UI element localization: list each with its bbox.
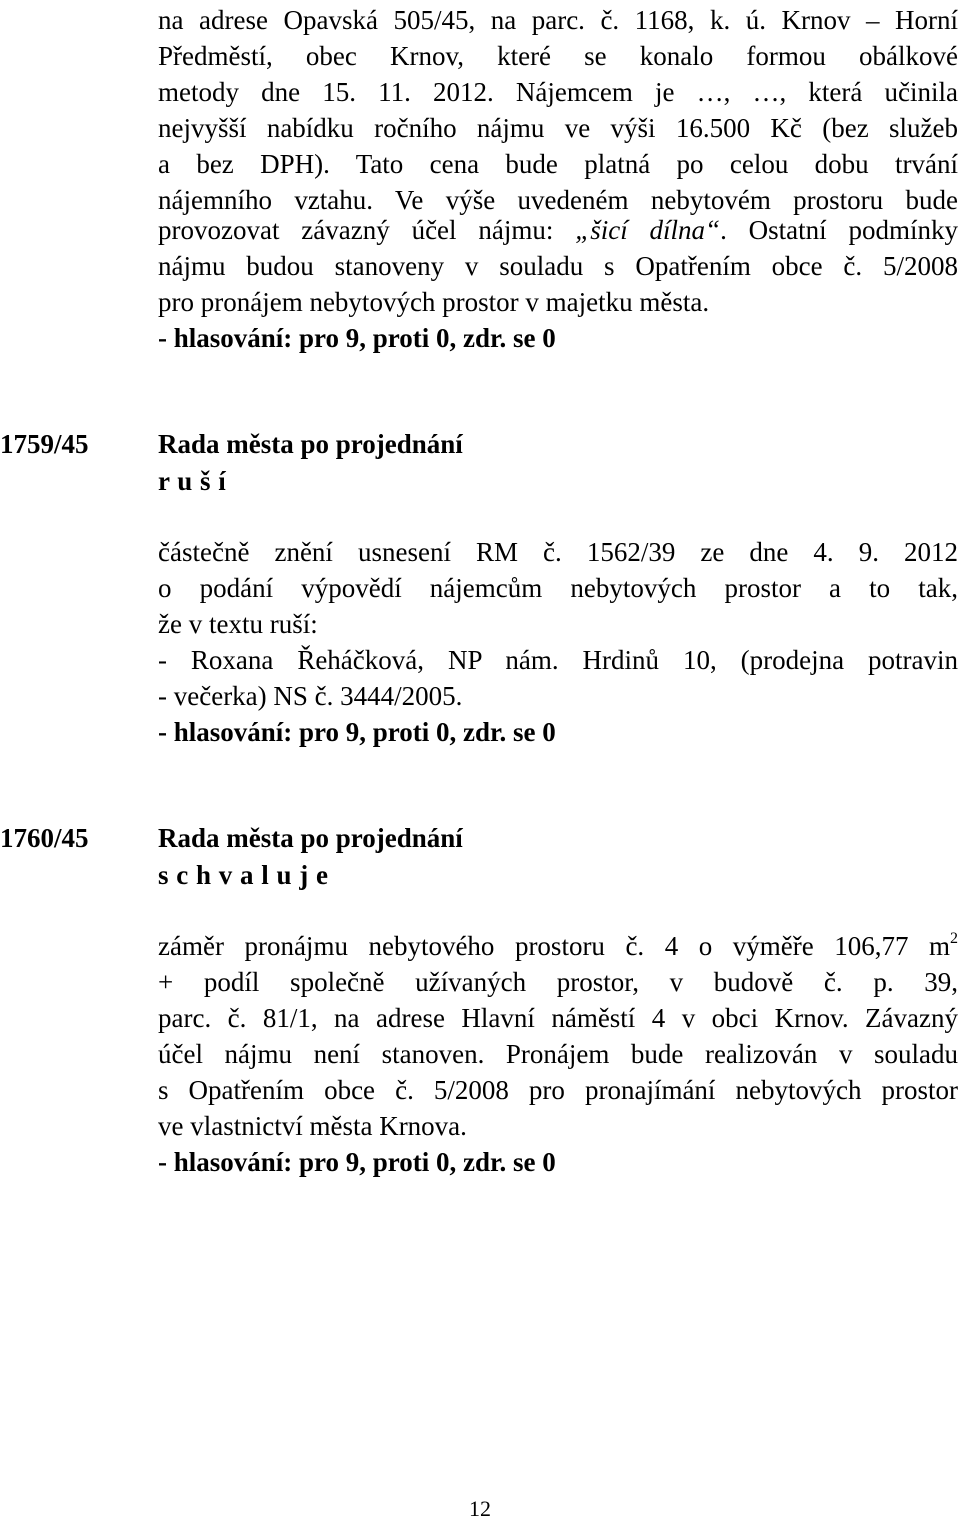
paragraph-line: nájemního vztahu. Ve výše uvedeném nebytovém prostoru bude bbox=[158, 185, 958, 215]
resolution-heading: Rada města po projednání bbox=[158, 429, 463, 459]
paragraph-line: na adrese Opavská 505/45, na parc. č. 1168, k. ú. Krnov – Horní bbox=[158, 5, 958, 35]
vote-line: - hlasování: pro 9, proti 0, zdr. se 0 bbox=[158, 323, 556, 353]
paragraph-line: ve vlastnictví města Krnova. bbox=[158, 1111, 467, 1141]
vote-line: - hlasování: pro 9, proti 0, zdr. se 0 bbox=[158, 1147, 556, 1177]
italic-purpose: „šicí dílna“ bbox=[575, 215, 721, 245]
paragraph-line: pro pronájem nebytových prostor v majetku města. bbox=[158, 287, 710, 317]
resolution-heading: Rada města po projednání bbox=[158, 823, 463, 853]
paragraph-line: + podíl společně užívaných prostor, v budově č. p. 39, bbox=[158, 967, 958, 997]
paragraph-line: s Opatřením obce č. 5/2008 pro pronajímání nebytových prostor bbox=[158, 1075, 958, 1105]
paragraph-line: Předměstí, obec Krnov, které se konalo formou obálkové bbox=[158, 41, 958, 71]
paragraph-line bbox=[158, 212, 958, 248]
paragraph-line: nájmu budou stanoveny v souladu s Opatřením obce č. 5/2008 bbox=[158, 251, 958, 281]
paragraph-line: částečně znění usnesení RM č. 1562/39 ze dne 4. 9. 2012 bbox=[158, 537, 958, 567]
paragraph-line: že v textu ruší: bbox=[158, 609, 318, 639]
paragraph-line: - večerka) NS č. 3444/2005. bbox=[158, 681, 463, 711]
page-number: 12 bbox=[469, 1496, 491, 1521]
resolution-verb: r u š í bbox=[158, 466, 227, 496]
superscript: 2 bbox=[950, 930, 958, 947]
text-segment: . Ostatní podmínky bbox=[720, 215, 958, 245]
paragraph-line: o podání výpovědí nájemcům nebytových prostor a to tak, bbox=[158, 573, 958, 603]
resolution-number: 1760/45 bbox=[0, 823, 89, 853]
paragraph-line: parc. č. 81/1, na adrese Hlavní náměstí 4 v obci Krnov. Závazný bbox=[158, 1003, 958, 1033]
paragraph-line: metody dne 15. 11. 2012. Nájemcem je …, …, která učinila bbox=[158, 77, 958, 107]
paragraph-line: nejvyšší nabídku ročního nájmu ve výši 16.500 Kč (bez služeb bbox=[158, 113, 958, 143]
paragraph-line: účel nájmu není stanoven. Pronájem bude realizován v souladu bbox=[158, 1039, 958, 1069]
resolution-number: 1759/45 bbox=[0, 429, 89, 459]
vote-line: - hlasování: pro 9, proti 0, zdr. se 0 bbox=[158, 717, 556, 747]
paragraph-line bbox=[158, 928, 958, 964]
text-segment: záměr pronájmu nebytového prostoru č. 4 o výměře 106,77 m bbox=[158, 931, 950, 961]
text-segment: provozovat závazný účel nájmu: bbox=[158, 215, 576, 245]
paragraph-line: - Roxana Řeháčková, NP nám. Hrdinů 10, (prodejna potravin bbox=[158, 645, 958, 675]
paragraph-line: a bez DPH). Tato cena bude platná po celou dobu trvání bbox=[158, 149, 958, 179]
resolution-verb: s c h v a l u j e bbox=[158, 860, 329, 890]
